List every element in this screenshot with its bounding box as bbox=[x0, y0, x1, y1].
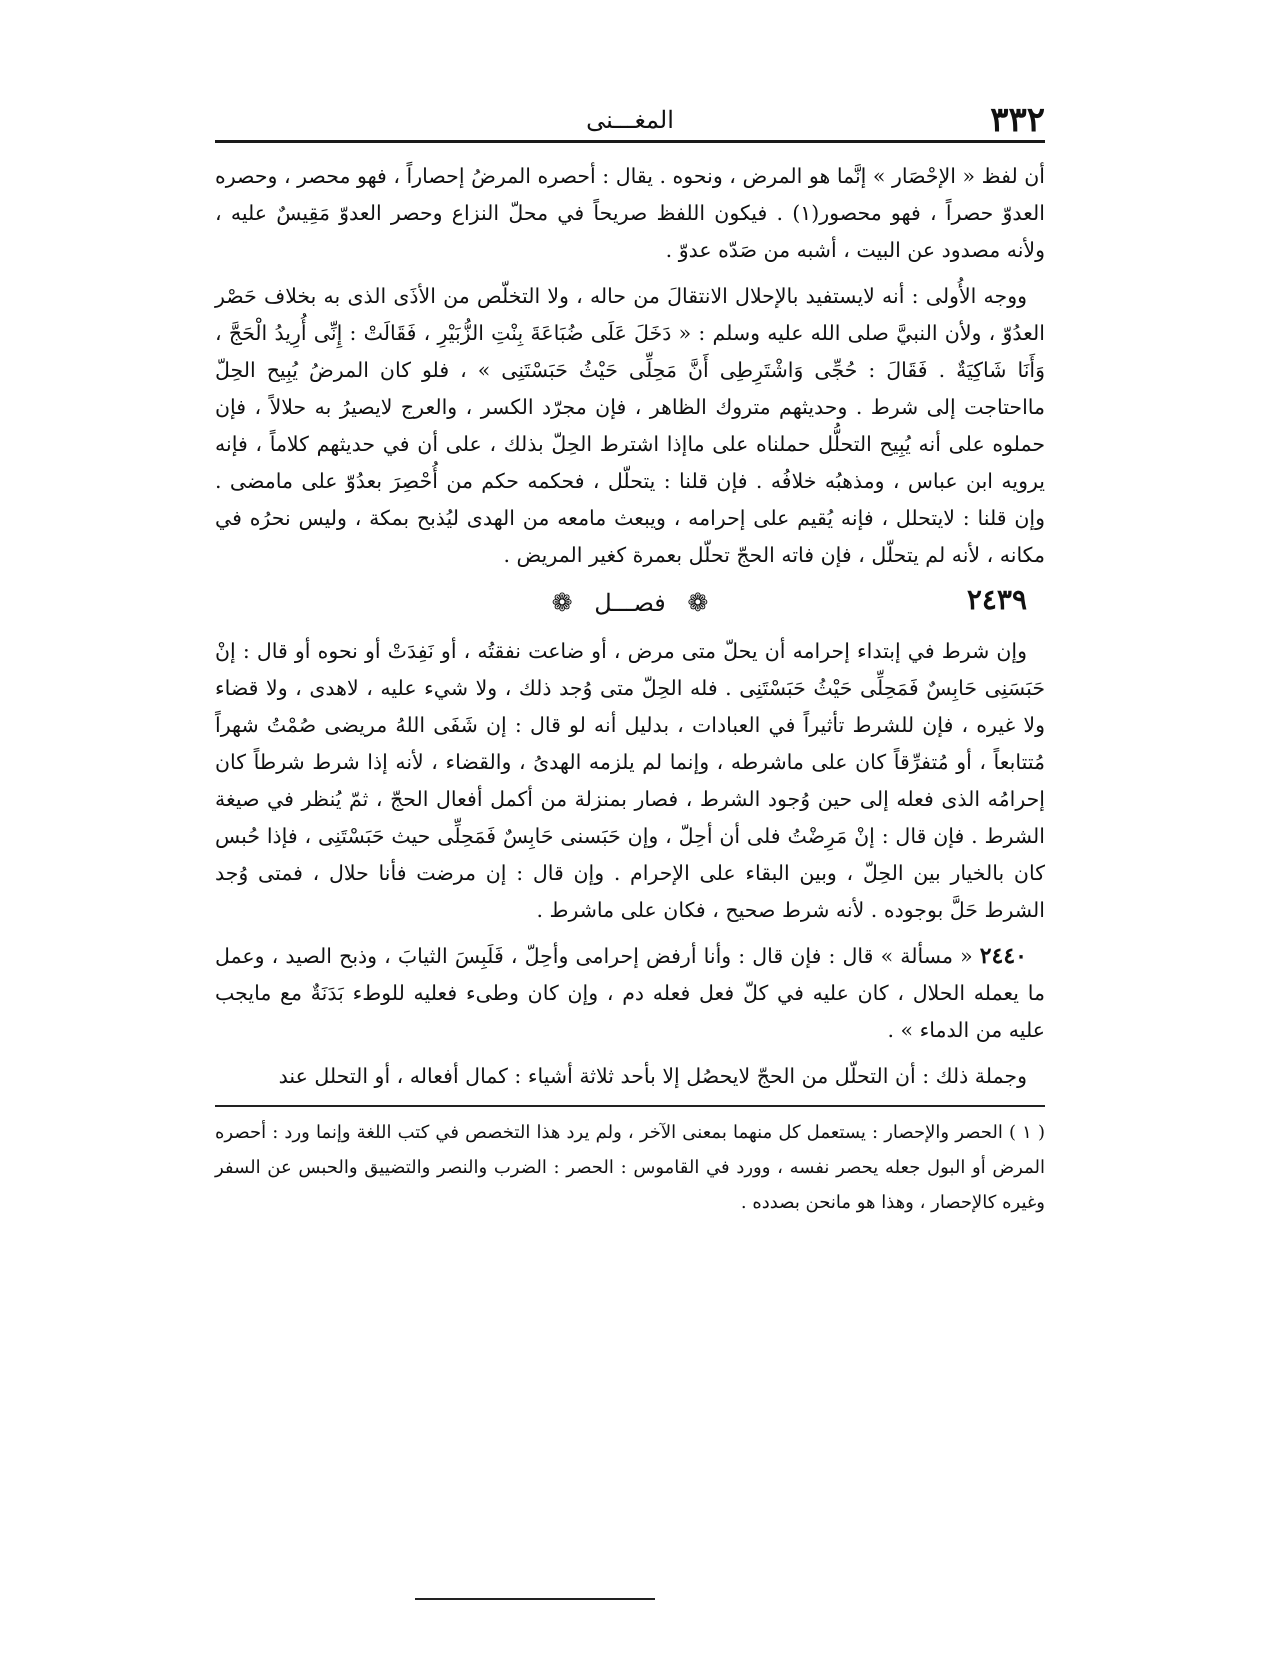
section-number: ٢٤٣٩ bbox=[966, 583, 1027, 616]
section-title: فصـــل bbox=[594, 588, 666, 617]
document-page bbox=[215, 92, 1045, 1632]
paragraph-2: ووجه الأُولى : أنه لايستفيد بالإحلال الانتقالَ من حاله ، ولا التخلّص من الأذَى الذى به بخلاف حَصْر العدُوّ ، ولأن النبيَّ صلى الله عليه وسلم : « دَخَلَ عَلَى ضُبَاعَةَ بِنْتِ الزُّبَيْرِ ، فَقَالَتْ : إِنِّى أُرِيدُ الْحَجَّ ، وَأَنَا شَاكِيَةٌ . فَقَالَ : حُجِّى وَاشْتَرِطِى أَنَّ مَحِلِّى حَيْثُ حَبَسْتَنِى » ، فلو كان المرضُ يُبِيح الحِلّ مااحتاجت إلى شرط . وحديثهم متروك الظاهر ، فإن مجرّد الكسر ، والعرج لايصيرُ به حلالاً ، فإن حملوه على أنه يُبِيح التحلُّل حملناه على ماإذا اشترط الحِلّ بذلك ، على أن في حديثهم كلاماً ، فإنه يرويه ابن عباس ، ومذهبُه خلافُه . فإن قلنا : يتحلّل ، فحكمه حكم من أُحْصِرَ بعدُوّ على مامضى . وإن قلنا : لايتحلل ، فإنه يُقيم على إحرامه ، ويبعث مامعه من الهدى ليُذبح بمكة ، وليس نحرُه في مكانه ، لأنه لم يتحلّل ، فإن فاته الحجّ تحلّل بعمرة كغير المريض . bbox=[215, 284, 1045, 567]
section-heading bbox=[215, 583, 1045, 623]
page-number: ٣٣٢ bbox=[990, 100, 1045, 140]
bottom-divider bbox=[415, 1598, 655, 1600]
paragraph-1: أن لفظ « الإحْصَار » إنَّما هو المرض ، ونحوه . يقال : أحصره المرضُ إحصاراً ، فهو محصر ، وحصره العدوّ حصراً ، فهو محصور(١) . فيكون اللفظ صريحاً في محلّ النزاع وحصر العدوّ مَقِيسٌ عليه ، ولأنه مصدود عن البيت ، أشبه من صَدّه عدوّ . bbox=[215, 164, 1046, 262]
section-title-wrap bbox=[215, 583, 1045, 621]
floral-ornament-icon: ❁ bbox=[551, 587, 573, 617]
page-header bbox=[215, 92, 1045, 143]
floral-ornament-icon: ❁ bbox=[687, 587, 709, 617]
paragraph-4: وجملة ذلك : أن التحلّل من الحجّ لايحصُل إلا بأحد ثلاثة أشياء : كمال أفعاله ، أو التحلل عند bbox=[278, 1064, 1027, 1088]
issue-paragraph bbox=[215, 938, 1045, 1049]
paragraph-3: وإن شرط في إبتداء إحرامه أن يحلّ متى مرض ، أو ضاعت نفقتُه ، أو نَفِدَتْ أو نحوه أو قال : إنْ حَبَسَنِى حَابِسٌ فَمَحِلِّى حَيْثُ حَبَسْتَنِى . فله الحِلّ متى وُجد ذلك ، ولا شيء عليه ، لاهدى ، ولا قضاء ولا غيره ، فإن للشرط تأثيراً في العبادات ، بدليل أنه لو قال : إن شَفَى اللهُ مريضى صُمْتُ شهراً مُتتابعاً ، أو مُتفرِّقاً كان على ماشرطه ، وإنما لم يلزمه الهدىُ ، والقضاء ، لأنه إذا شرط شرطاً كان إحرامُه الذى فعله إلى حين وُجود الشرط ، فصار بمنزلة من أكمل أفعال الحجّ ، ثمّ يُنظر في صيغة الشرط . فإن قال : إنْ مَرِضْتُ فلى أن أحِلّ ، وإن حَبَسنى حَابِسٌ فَمَحِلِّى حيث حَبَسْتَنِى ، فإذا حُبس كان بالخيار بين الحِلّ ، وبين البقاء على الإحرام . وإن قال : إن مرضت فأنا حلال ، فمتى وُجد الشرط حَلَّ بوجوده . لأنه شرط صحيح ، فكان على ماشرط . bbox=[215, 639, 1045, 922]
issue-number: ٢٤٤٠ bbox=[979, 943, 1027, 969]
body-text bbox=[215, 158, 1045, 1220]
footnote: ( ١ ) الحصر والإحصار : يستعمل كل منهما بمعنى الآخر ، ولم يرد هذا التخصص في كتب اللغة وإنما ورد : أحصره المرض أو البول جعله يحصر نفسه ، وورد في القاموس : الحصر : الضرب والنصر والتضييق والحبس عن السفر وغيره كالإحصار ، وهذا هو مانحن بصدده . bbox=[215, 1122, 1045, 1213]
footnote-divider bbox=[215, 1105, 1045, 1107]
issue-text: « مسألة » قال : فإن قال : وأنا أرفض إحرامى وأحِلّ ، فَلَبِسَ الثيابَ ، وذبح الصيد ، وعمل ما يعمله الحلال ، كان عليه في كلّ فعل فعله دم ، وإن كان وطىء فعليه للوطء بَدَنَةٌ مع مايجب عليه من الدماء » . bbox=[215, 944, 1045, 1042]
running-title: المغـــنى bbox=[586, 106, 674, 134]
